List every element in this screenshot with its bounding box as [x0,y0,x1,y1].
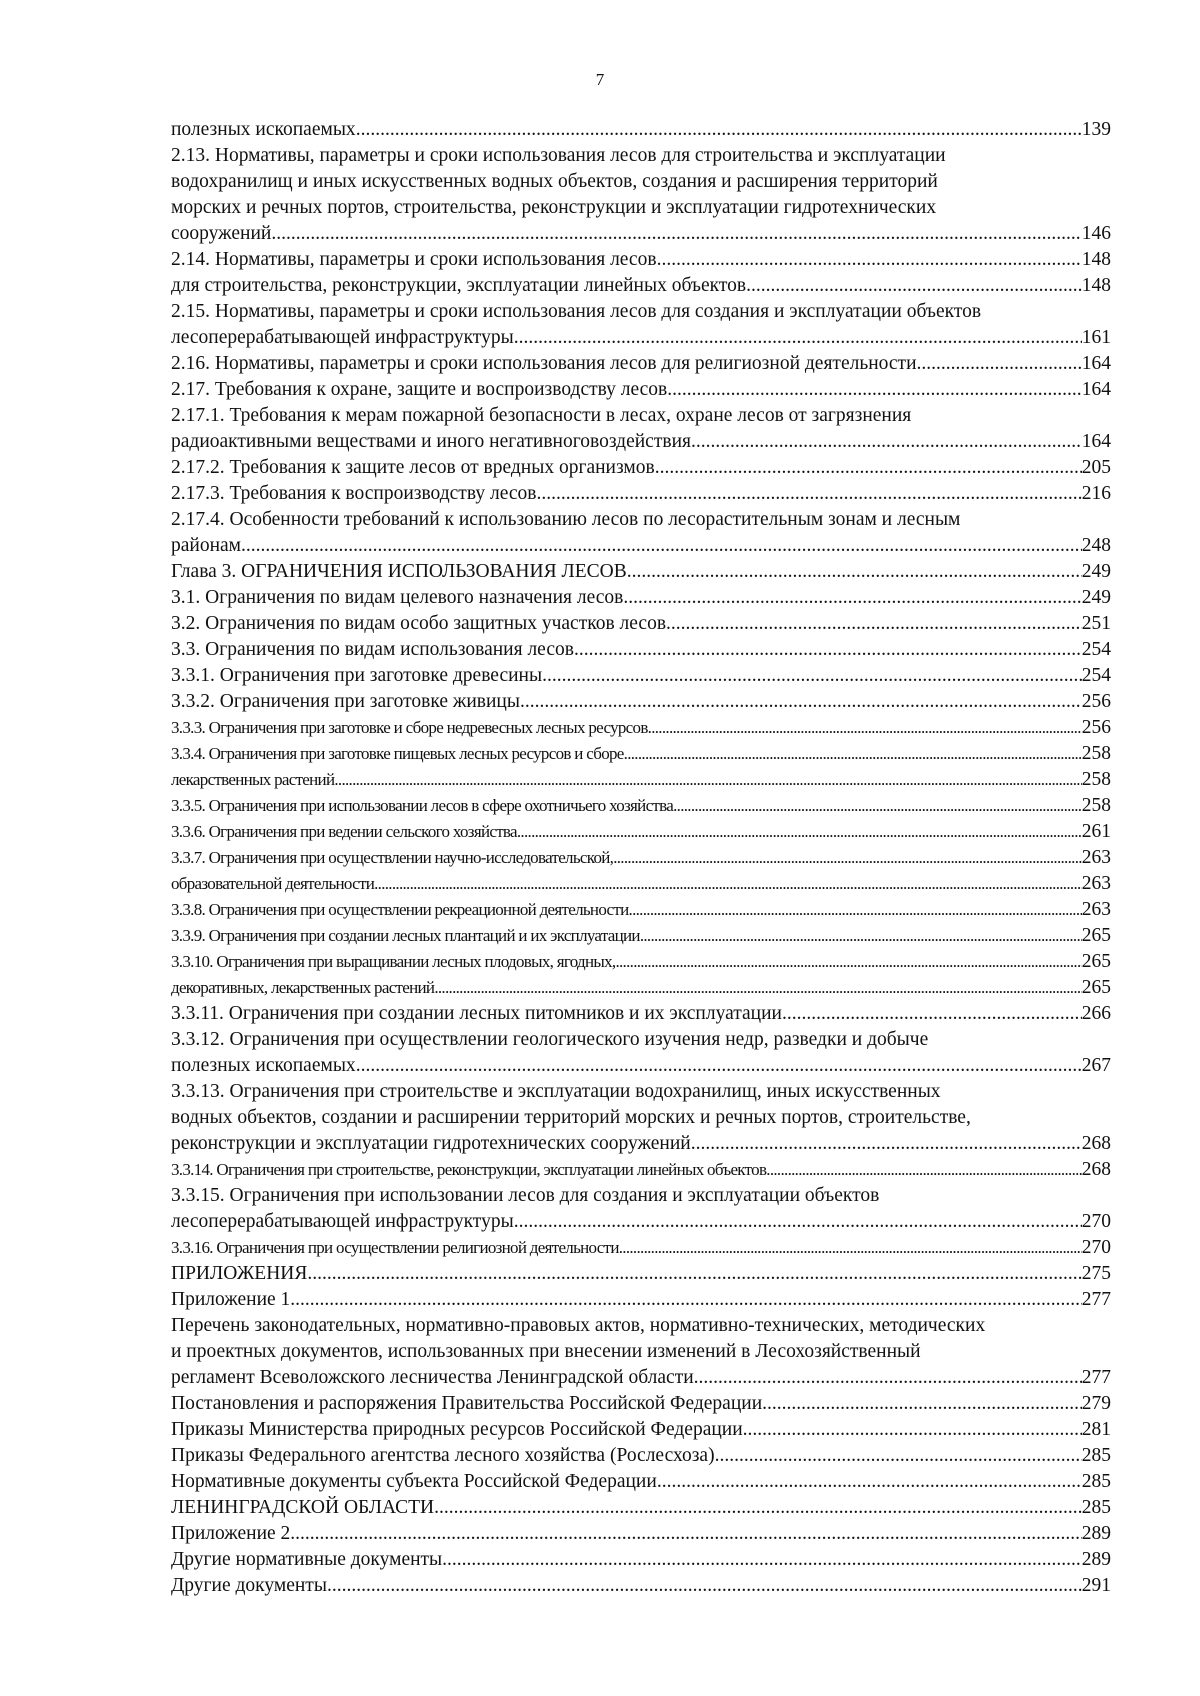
toc-leader-dots [691,429,1082,455]
toc-line[interactable] [171,273,1111,299]
toc-line-text: 2.13. Нормативы, параметры и сроки использования лесов для строительства и эксплуатации [171,145,946,166]
toc-line[interactable] [171,507,1111,533]
toc-leader-dots [271,221,1081,247]
toc-page-number: 164 [1081,353,1111,374]
toc-leader-dots [615,949,1081,975]
toc-leader-dots [667,377,1081,403]
toc-line[interactable] [171,533,1111,559]
toc-line[interactable] [171,299,1111,325]
toc-page-number: 279 [1081,1393,1111,1414]
toc-leader-dots [657,1469,1082,1495]
toc-line-text: 3.3.8. Ограничения при осуществлении рекреационной деятельности [171,900,629,919]
toc-line[interactable] [171,1417,1111,1443]
toc-line[interactable] [171,1469,1111,1495]
toc-page-number: 256 [1081,717,1111,738]
toc-line-text: 3.3.11. Ограничения при создании лесных питомников и их эксплуатации [171,1003,782,1024]
toc-page-number: 277 [1081,1367,1111,1388]
toc-line-text: 2.17. Требования к охране, защите и воспроизводству лесов [171,379,668,400]
toc-page-number: 139 [1081,119,1111,140]
toc-leader-dots [290,1521,1081,1547]
toc-line-text: ПРИЛОЖЕНИЯ [171,1263,308,1284]
toc-leader-dots [374,871,1082,897]
toc-line-text: Глава 3. ОГРАНИЧЕНИЯ ИСПОЛЬЗОВАНИЯ ЛЕСОВ [171,561,627,582]
toc-page-number: 261 [1081,821,1111,842]
toc-line[interactable] [171,1547,1111,1573]
toc-leader-dots [536,481,1081,507]
toc-line[interactable] [171,715,1111,741]
toc-leader-dots [673,793,1082,819]
toc-page-number: 265 [1081,925,1111,946]
toc-leader-dots [917,351,1082,377]
toc-line[interactable] [171,637,1111,663]
toc-line-text: Другие документы [171,1575,327,1596]
toc-line-text: 2.16. Нормативы, параметры и сроки использования лесов для религиозной деятельности [171,353,917,374]
toc-line[interactable] [171,1027,1111,1053]
toc-line-text: 3.3.10. Ограничения при выращивании лесных плодовых, ягодных, [171,952,616,971]
toc-page-number: 254 [1081,639,1111,660]
toc-page-number: 164 [1081,431,1111,452]
toc-page-number: 265 [1081,951,1111,972]
toc-leader-dots [694,1365,1082,1391]
toc-line[interactable] [171,611,1111,637]
toc-line-text: 3.3.5. Ограничения при использовании лесов в сфере охотничьего хозяйства [171,796,674,815]
toc-line[interactable] [171,1287,1111,1313]
toc-page-number: 164 [1081,379,1111,400]
toc-line[interactable] [171,741,1111,767]
toc-page-number: 285 [1081,1497,1111,1518]
toc-leader-dots [743,1417,1082,1443]
toc-leader-dots [356,117,1082,143]
toc-line[interactable] [171,1521,1111,1547]
toc-leader-dots [542,663,1082,689]
toc-page-number: 248 [1081,535,1111,556]
toc-line-text: 3.3.3. Ограничения при заготовке и сборе недревесных лесных ресурсов [171,718,648,737]
toc-page-number: 249 [1081,587,1111,608]
toc-leader-dots [627,559,1082,585]
toc-line[interactable] [171,585,1111,611]
toc-line[interactable] [171,1105,1111,1131]
toc-line[interactable] [171,897,1111,923]
toc-line[interactable] [171,429,1111,455]
toc-line[interactable] [171,689,1111,715]
toc-page-number: 205 [1081,457,1111,478]
toc-line[interactable] [171,1573,1111,1599]
toc-line-text: полезных ископаемых [171,119,356,140]
toc-leader-dots [434,975,1081,1001]
toc-line[interactable] [171,455,1111,481]
toc-line[interactable] [171,793,1111,819]
toc-line[interactable] [171,1339,1111,1365]
toc-line-text: районам [171,535,242,556]
toc-line-text: 3.2. Ограничения по видам особо защитных участков лесов [171,613,667,634]
toc-page-number: 254 [1081,665,1111,686]
toc-page-number: 148 [1081,249,1111,270]
toc-line-text: водохранилищ и иных искусственных водных объектов, создания и расширения территорий [171,171,938,192]
toc-line-text: полезных ископаемых [171,1055,356,1076]
toc-line-text: Постановления и распоряжения Правительства Российской Федерации [171,1393,763,1414]
toc-line-text: 2.17.2. Требования к защите лесов от вредных организмов [171,457,655,478]
toc-line-text: радиоактивными веществами и иного негативноговоздействия [171,431,691,452]
toc-page-number: 285 [1081,1471,1111,1492]
toc-line-text: Приказы Министерства природных ресурсов Российской Федерации [171,1419,743,1440]
toc-leader-dots [613,845,1082,871]
toc-line-text: реконструкции и эксплуатации гидротехнических сооружений [171,1133,691,1154]
toc-line-text: 3.3.7. Ограничения при осуществлении научно-исследовательской, [171,848,614,867]
toc-line-text: 3.3.6. Ограничения при ведении сельского хозяйства [171,822,517,841]
toc-leader-dots [307,1261,1081,1287]
toc-page-number: 146 [1081,223,1111,244]
toc-line[interactable] [171,819,1111,845]
toc-leader-dots [520,689,1082,715]
toc-page-number: 268 [1081,1133,1111,1154]
toc-leader-dots [762,1391,1082,1417]
toc-line[interactable] [171,325,1111,351]
toc-page-number: 251 [1081,613,1111,634]
toc-page-number: 265 [1081,977,1111,998]
toc-line[interactable] [171,1053,1111,1079]
toc-leader-dots [327,1573,1082,1599]
toc-line[interactable] [171,247,1111,273]
toc-line[interactable] [171,663,1111,689]
toc-page-number: 263 [1081,847,1111,868]
toc-leader-dots [640,923,1082,949]
toc-line-text: декоративных, лекарственных растений [171,978,435,997]
toc-line[interactable] [171,481,1111,507]
toc-line-text: Другие нормативные документы [171,1549,443,1570]
toc-page-number: 268 [1081,1159,1111,1180]
toc-line-text: регламент Всеволожского лесничества Ленинградской области [171,1367,694,1388]
toc-line[interactable] [171,117,1111,143]
toc-line[interactable] [171,1495,1111,1521]
toc-page-number: 263 [1081,873,1111,894]
toc-line-text: ЛЕНИНГРАДСКОЙ ОБЛАСТИ [171,1497,435,1518]
toc-line-text: 3.3.14. Ограничения при строительстве, реконструкции, эксплуатации линейных объектов [171,1160,767,1179]
toc-line[interactable] [171,403,1111,429]
toc-page-number: 267 [1081,1055,1111,1076]
toc-line[interactable] [171,221,1111,247]
toc-line-text: 3.3.13. Ограничения при строительстве и эксплуатации водохранилищ, иных искусственных [171,1081,941,1102]
toc-line-text: 3.3.1. Ограничения при заготовке древесины [171,665,543,686]
toc-line[interactable] [171,1391,1111,1417]
toc-page-number: 249 [1081,561,1111,582]
toc-line[interactable] [171,845,1111,871]
toc-line[interactable] [171,351,1111,377]
toc-line[interactable] [171,1131,1111,1157]
toc-page-number: 270 [1081,1211,1111,1232]
toc-leader-dots [624,741,1082,767]
toc-line-text: 2.17.4. Особенности требований к использованию лесов по лесорастительным зонам и лесным [171,509,961,530]
toc-leader-dots [442,1547,1082,1573]
toc-line[interactable] [171,559,1111,585]
toc-line[interactable] [171,143,1111,169]
toc-line-text: водных объектов, создании и расширении территорий морских и речных портов, строительстве, [171,1107,971,1128]
toc-leader-dots [619,1235,1082,1261]
toc-page-number: 161 [1081,327,1111,348]
toc-line[interactable] [171,767,1111,793]
toc-line-text: и проектных документов, использованных при внесении изменений в Лесохозяйственный [171,1341,921,1362]
toc-leader-dots [514,325,1082,351]
toc-leader-dots [782,1001,1082,1027]
toc-leader-dots [241,533,1082,559]
toc-line[interactable] [171,1313,1111,1339]
toc-leader-dots [657,247,1082,273]
toc-page-number: 291 [1081,1575,1111,1596]
toc-page-number: 289 [1081,1549,1111,1570]
toc-page-number: 256 [1081,691,1111,712]
toc-line[interactable] [171,1183,1111,1209]
toc-leader-dots [334,767,1081,793]
toc-line-text: 3.3.9. Ограничения при создании лесных плантаций и их эксплуатации [171,926,640,945]
toc-line-text: 2.15. Нормативы, параметры и сроки использования лесов для создания и эксплуатации объектов [171,301,982,322]
toc-line-text: Приказы Федерального агентства лесного хозяйства (Рослесхоза) [171,1445,715,1466]
toc-leader-dots [290,1287,1081,1313]
toc-leader-dots [648,715,1082,741]
toc-line-text: 2.17.3. Требования к воспроизводству лесов [171,483,537,504]
toc-line[interactable] [171,1001,1111,1027]
toc-page-number: 289 [1081,1523,1111,1544]
toc-line-text: 3.3.16. Ограничения при осуществлении религиозной деятельности [171,1238,619,1257]
toc-leader-dots [517,819,1082,845]
toc-line-text: Приложение 2 [171,1523,291,1544]
toc-leader-dots [715,1443,1082,1469]
toc-line-text: для строительства, реконструкции, эксплуатации линейных объектов [171,275,747,296]
toc-line[interactable] [171,923,1111,949]
toc-leader-dots [356,1053,1082,1079]
toc-leader-dots [623,585,1081,611]
toc-line[interactable] [171,975,1111,1001]
toc-leader-dots [746,273,1082,299]
toc-leader-dots [666,611,1082,637]
toc-leader-dots [514,1209,1082,1235]
toc-line-text: лесоперерабатывающей инфраструктуры [171,327,514,348]
toc-line-text: 3.1. Ограничения по видам целевого назначения лесов [171,587,624,608]
toc-leader-dots [574,637,1082,663]
toc-page-number: 275 [1081,1263,1111,1284]
toc-page-number: 148 [1081,275,1111,296]
toc-line[interactable] [171,377,1111,403]
toc-page-number: 285 [1081,1445,1111,1466]
toc-line-text: сооружений [171,223,272,244]
toc-page-number: 216 [1081,483,1111,504]
toc-leader-dots [691,1131,1082,1157]
toc-line[interactable] [171,1365,1111,1391]
toc-line[interactable] [171,1079,1111,1105]
toc-line[interactable] [171,1443,1111,1469]
toc-line[interactable] [171,1157,1111,1183]
toc-line-text: образовательной деятельности [171,874,375,893]
toc-leader-dots [766,1157,1081,1183]
toc-line[interactable] [171,949,1111,975]
toc-page-number: 266 [1081,1003,1111,1024]
toc-line[interactable] [171,1261,1111,1287]
toc-line-text: 3.3.12. Ограничения при осуществлении геологического изучения недр, разведки и добыче [171,1029,929,1050]
toc-line-text: 3.3.15. Ограничения при использовании лесов для создания и эксплуатации объектов [171,1185,880,1206]
toc-page-number: 258 [1081,795,1111,816]
toc-line-text: морских и речных портов, строительства, реконструкции и эксплуатации гидротехнических [171,197,937,218]
toc-line-text: Перечень законодательных, нормативно-правовых актов, нормативно-технических, методических [171,1315,986,1336]
toc-page-number: 258 [1081,743,1111,764]
toc-line-text: Приложение 1 [171,1289,291,1310]
toc-line-text: лесоперерабатывающей инфраструктуры [171,1211,514,1232]
toc-line-text: Нормативные документы субъекта Российской Федерации [171,1471,657,1492]
toc-line[interactable] [171,1235,1111,1261]
toc-line[interactable] [171,1209,1111,1235]
toc-line-text: лекарственных растений [171,770,335,789]
toc-page-number: 270 [1081,1237,1111,1258]
page-number: 7 [595,70,605,89]
toc-line-text: 3.3. Ограничения по видам использования лесов [171,639,574,660]
toc-leader-dots [434,1495,1082,1521]
toc-line-text: 2.14. Нормативы, параметры и сроки использования лесов [171,249,657,270]
toc-line[interactable] [171,871,1111,897]
toc-line[interactable] [171,195,1111,221]
toc-line[interactable] [171,169,1111,195]
toc-page-number: 281 [1081,1419,1111,1440]
toc-leader-dots [629,897,1082,923]
toc-line-text: 3.3.4. Ограничения при заготовке пищевых лесных ресурсов и сборе [171,744,624,763]
toc-line-text: 3.3.2. Ограничения при заготовке живицы [171,691,520,712]
toc-line-text: 2.17.1. Требования к мерам пожарной безопасности в лесах, охране лесов от загрязнения [171,405,912,426]
table-of-contents [171,117,1111,1599]
toc-page-number: 263 [1081,899,1111,920]
toc-page-number: 258 [1081,769,1111,790]
toc-page-number: 277 [1081,1289,1111,1310]
toc-leader-dots [655,455,1082,481]
